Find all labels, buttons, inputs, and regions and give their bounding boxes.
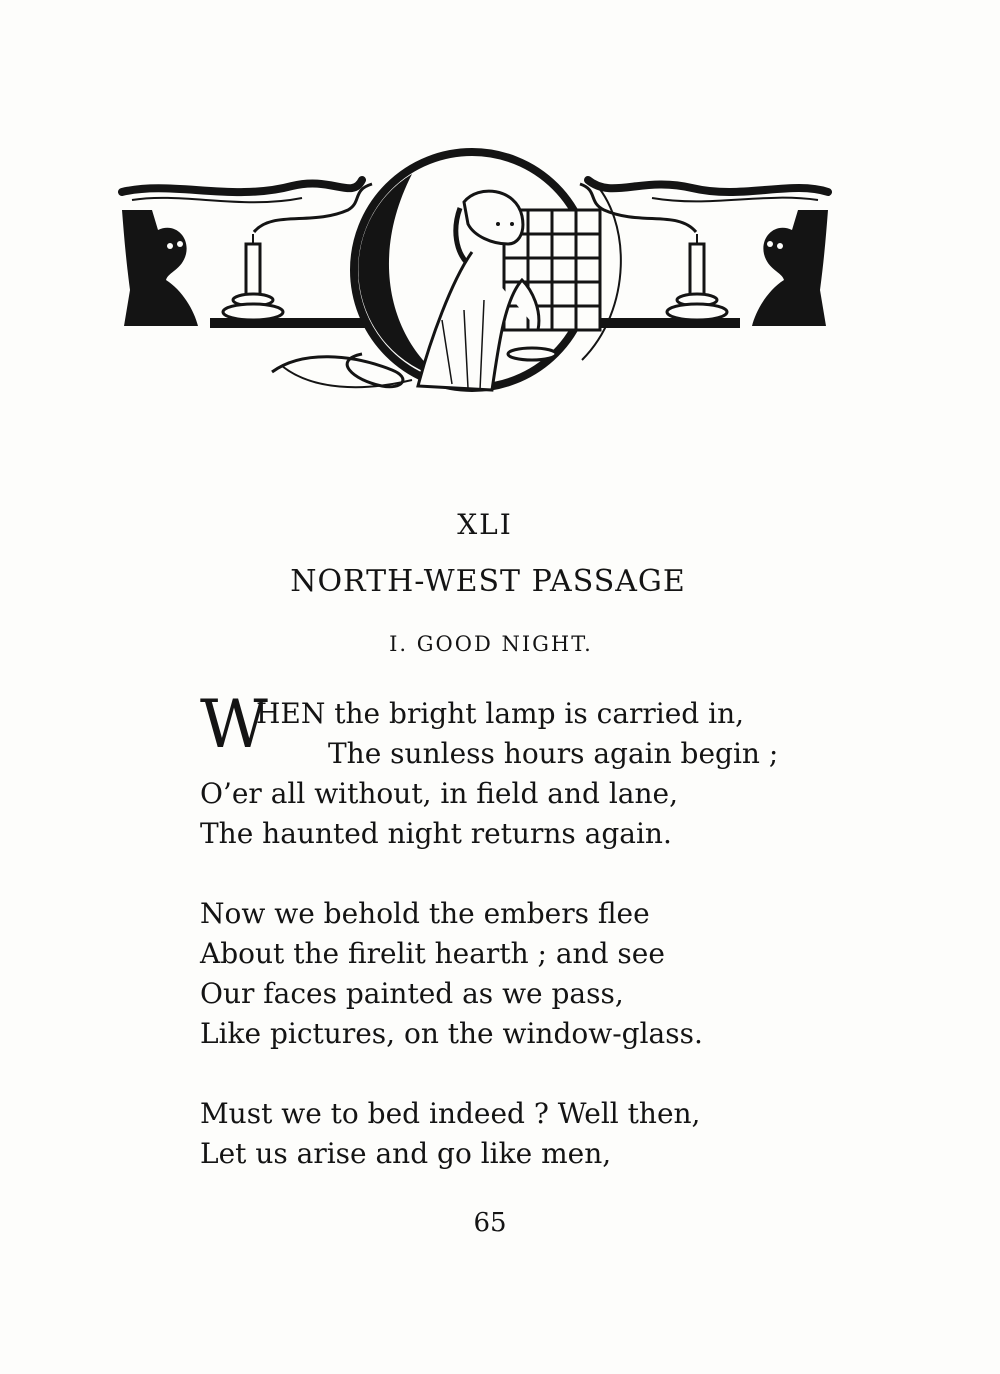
poem-body bbox=[200, 686, 840, 1174]
drop-cap: W bbox=[200, 686, 268, 763]
poem-line: The haunted night returns again. bbox=[200, 817, 672, 850]
poem-line: Now we behold the embers flee bbox=[200, 897, 650, 930]
poem-line: HEN the bright lamp is carried in, bbox=[256, 697, 745, 730]
poem-subtitle: I. GOOD NIGHT. bbox=[389, 632, 593, 656]
stanza-break bbox=[200, 1054, 840, 1094]
poem-line: Must we to bed indeed ? Well then, bbox=[200, 1097, 701, 1130]
poem-title: NORTH-WEST PASSAGE bbox=[290, 564, 686, 599]
poem-line: About the firelit hearth ; and see bbox=[200, 937, 665, 970]
poem-line: The sunless hours again begin ; bbox=[328, 737, 779, 770]
poem-line: Let us arise and go like men, bbox=[200, 1137, 612, 1170]
page-number: 65 bbox=[473, 1208, 507, 1238]
poem-line: Like pictures, on the window-glass. bbox=[200, 1017, 703, 1050]
stanza-break bbox=[200, 854, 840, 894]
poem-line: O’er all without, in field and lane, bbox=[200, 777, 678, 810]
poem-number: XLI bbox=[457, 508, 513, 541]
headpiece-illustration bbox=[112, 140, 838, 400]
poem-line: Our faces painted as we pass, bbox=[200, 977, 624, 1010]
